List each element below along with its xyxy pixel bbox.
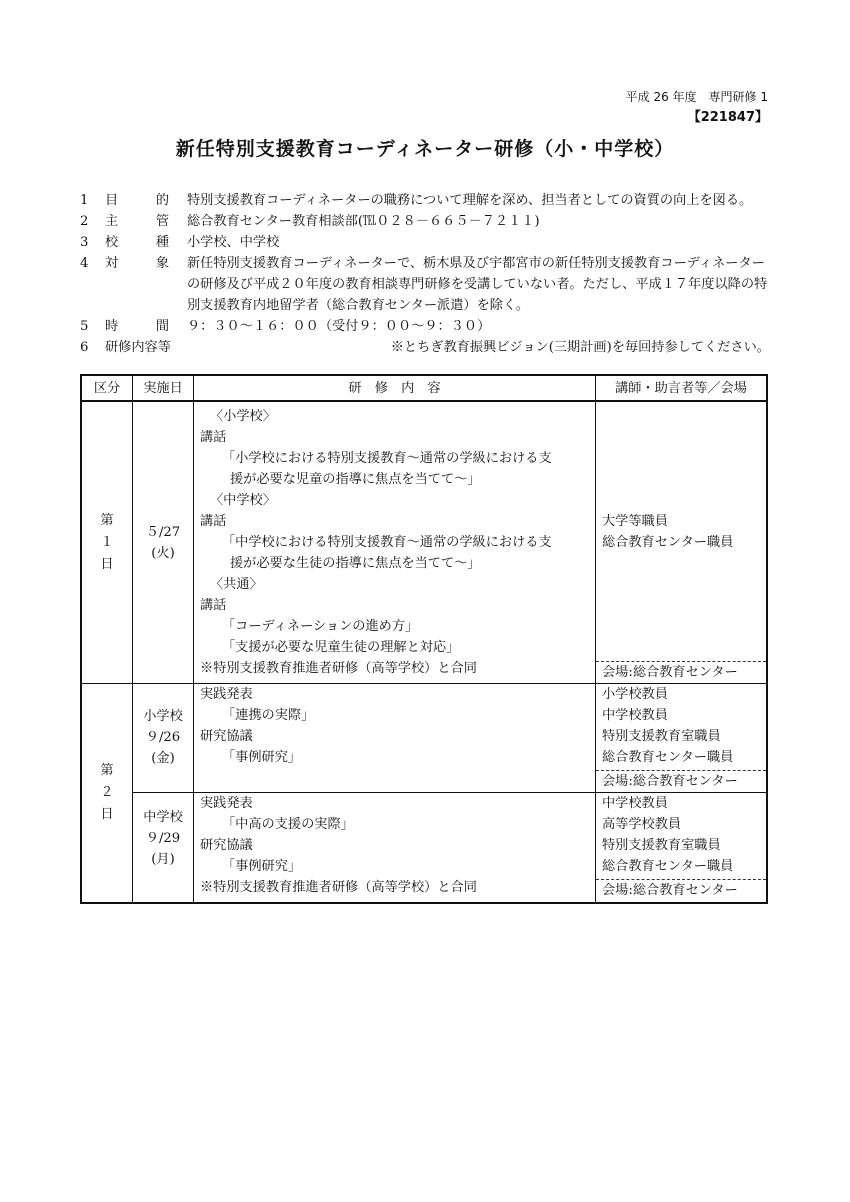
- division-cell: 第 ２ 日: [81, 684, 133, 904]
- outline-item-time: [80, 316, 770, 337]
- table-header-row: [81, 375, 767, 401]
- outline-list: [80, 190, 770, 358]
- item-value: 新任特別支援教育コーディネーターで、栃木県及び宇都宮市の新任特別支援教育コーディネーターの研修及び平成２０年度の教育相談専門研修を受講していない者。ただし、平成１７年度以降の特別支援教育内地留学者（総合教育センター派遣）を除く。: [187, 256, 768, 313]
- item-number: 3: [80, 235, 89, 250]
- page-title: 新任特別支援教育コーディネーター研修（小・中学校）: [175, 138, 675, 160]
- item-number: 1: [80, 193, 89, 208]
- outline-item-target: [80, 253, 770, 316]
- outline-item-school-type: [80, 232, 770, 253]
- header-date: 実施日: [133, 375, 194, 401]
- header-content: 研 修 内 容: [194, 375, 596, 401]
- venue-label: 会場:総合教育センター: [596, 661, 766, 683]
- header-division: 区分: [81, 375, 133, 401]
- item-number: 2: [80, 214, 89, 229]
- division-cell: 第 １ 日: [81, 401, 133, 684]
- item-value: ９：３０～１６：００（受付９：００～９：３０）: [187, 319, 491, 334]
- outline-item-organizer: [80, 211, 770, 232]
- instructor-cell: 中学校教員 高等学校教員 特別支援教育室職員 総合教育センター職員 会場:総合教育センター: [596, 793, 768, 904]
- item-value: 特別支援教育コーディネーターの職務について理解を深め、担当者としての資質の向上を図る。: [187, 193, 753, 208]
- item-label: 時 間: [105, 319, 169, 334]
- date-cell: 中学校 ９/29 (月): [133, 793, 194, 904]
- date-cell: ５/27 (火): [133, 401, 194, 684]
- table-row: [81, 401, 767, 684]
- instructor-cell: 大学等職員 総合教育センター職員 会場:総合教育センター: [596, 401, 768, 684]
- date-cell: 小学校 ９/26 (金): [133, 684, 194, 793]
- outline-item-purpose: [80, 190, 770, 211]
- instructor-cell: 小学校教員 中学校教員 特別支援教育室職員 総合教育センター職員 会場:総合教育センター: [596, 684, 768, 793]
- item-label: 対 象: [105, 256, 169, 271]
- content-cell: 実践発表 「中高の支援の実際」 研究協議 「事例研究」 ※特別支援教育推進者研修（高等学校）と合同: [194, 793, 596, 904]
- venue-label: 会場:総合教育センター: [596, 770, 766, 792]
- item-label: 校 種: [105, 235, 169, 250]
- venue-label: 会場:総合教育センター: [596, 879, 766, 901]
- item-label: 主 管: [105, 214, 169, 229]
- outline-item-content: [80, 337, 770, 358]
- item-number: 5: [80, 319, 89, 334]
- item-value: 総合教育センター教育相談部(℡０２８－６６５－７２１１): [187, 214, 540, 229]
- schedule-table: [80, 374, 768, 904]
- course-year-label: 平成 26 年度 専門研修 1: [625, 90, 768, 104]
- item-number: 6: [80, 340, 89, 355]
- item-value: 小学校、中学校: [187, 235, 280, 250]
- header-instructor: 講師・助言者等／会場: [596, 375, 768, 401]
- table-row: [81, 684, 767, 793]
- content-cell: 〈小学校〉 講話 「小学校における特別支援教育～通常の学級における支 援が必要な児童の指導に焦点を当てて～」 〈中学校〉 講話 「中学校における特別支援教育～通常の学級における支 援が必要な生徒の指導に焦点を当てて～」 〈共通〉 講話 「コーディネーションの進め方」 「支援が必要な児童生徒の理解と対応」 ※特別支援教育推進者研修（高等学校）と合同: [194, 401, 596, 684]
- course-code: 【221847】: [687, 110, 768, 125]
- content-cell: 実践発表 「連携の実際」 研究協議 「事例研究」: [194, 684, 596, 793]
- item-number: 4: [80, 256, 89, 271]
- item-note: ※とちぎ教育振興ビジョン(三期計画)を毎回持参してください。: [390, 340, 770, 355]
- item-label: 研修内容等: [105, 340, 171, 355]
- item-label: 目 的: [105, 193, 169, 208]
- table-row: [81, 793, 767, 904]
